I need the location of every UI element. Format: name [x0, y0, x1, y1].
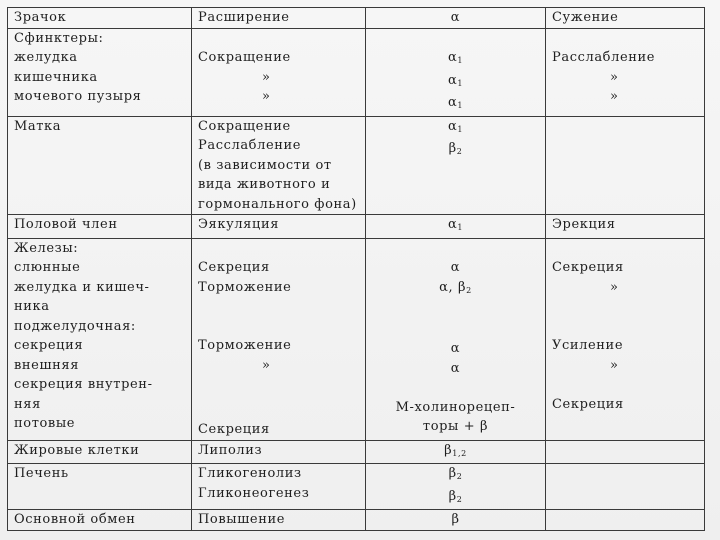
cell-organ: Основной обмен	[8, 510, 192, 531]
table-row-pupil	[8, 8, 705, 29]
cell-sympathetic: Липолиз	[192, 440, 366, 464]
cell-receptor: $\beta_2$ $\beta_2$	[366, 464, 546, 510]
cell-sympathetic: Повышение	[192, 510, 366, 531]
cell-organ: Матка	[8, 116, 192, 215]
cell-sympathetic: Эякуляция	[192, 215, 366, 239]
cell-receptor: β	[366, 510, 546, 531]
cell-sympathetic: Сокращение Расслабление (в зависимости от вида животного и гормонального фона)	[192, 116, 366, 215]
cell-parasympathetic: Секреция » Усиление » Секреция	[546, 238, 705, 440]
cell-parasympathetic: Эрекция	[546, 215, 705, 239]
cell-receptor: α α, $\beta_2$ α α М-холинорецеп- торы + β	[366, 238, 546, 440]
receptor-effects-table	[7, 7, 705, 531]
cell-parasympathetic	[546, 510, 705, 531]
cell-organ: Жировые клетки	[8, 440, 192, 464]
cell-receptor: $\alpha_1$	[366, 215, 546, 239]
cell-receptor: $\beta_{1,2}$	[366, 440, 546, 464]
cell-organ: Печень	[8, 464, 192, 510]
cell-parasympathetic: Сужение	[546, 8, 705, 29]
table-row-fat-cells	[8, 440, 705, 464]
cell-receptor: α	[366, 8, 546, 29]
cell-parasympathetic: Расслабление » »	[546, 28, 705, 116]
table-row-liver	[8, 464, 705, 510]
table-row-basal-metabolism	[8, 510, 705, 531]
cell-receptor: $\alpha_1$ $\beta_2$	[366, 116, 546, 215]
cell-organ: Половой член	[8, 215, 192, 239]
cell-organ: Сфинктеры: желудка кишечника мочевого пузыря	[8, 28, 192, 116]
cell-sympathetic: Гликогенолиз Гликонеогенез	[192, 464, 366, 510]
cell-organ: Зрачок	[8, 8, 192, 29]
cell-sympathetic: Секреция Торможение Торможение » Секреция	[192, 238, 366, 440]
cell-sympathetic: Расширение	[192, 8, 366, 29]
cell-organ: Железы: слюнные желудка и кишеч- ника поджелудочная: секреция внешняя секреция внутрен- няя потовые	[8, 238, 192, 440]
cell-receptor: $\alpha_1$ $\alpha_1$ $\alpha_1$	[366, 28, 546, 116]
cell-parasympathetic	[546, 116, 705, 215]
table-row-glands	[8, 238, 705, 440]
cell-sympathetic: Сокращение » »	[192, 28, 366, 116]
cell-parasympathetic	[546, 440, 705, 464]
table-row-sphincters	[8, 28, 705, 116]
cell-parasympathetic	[546, 464, 705, 510]
table-row-penis	[8, 215, 705, 239]
table-row-uterus	[8, 116, 705, 215]
